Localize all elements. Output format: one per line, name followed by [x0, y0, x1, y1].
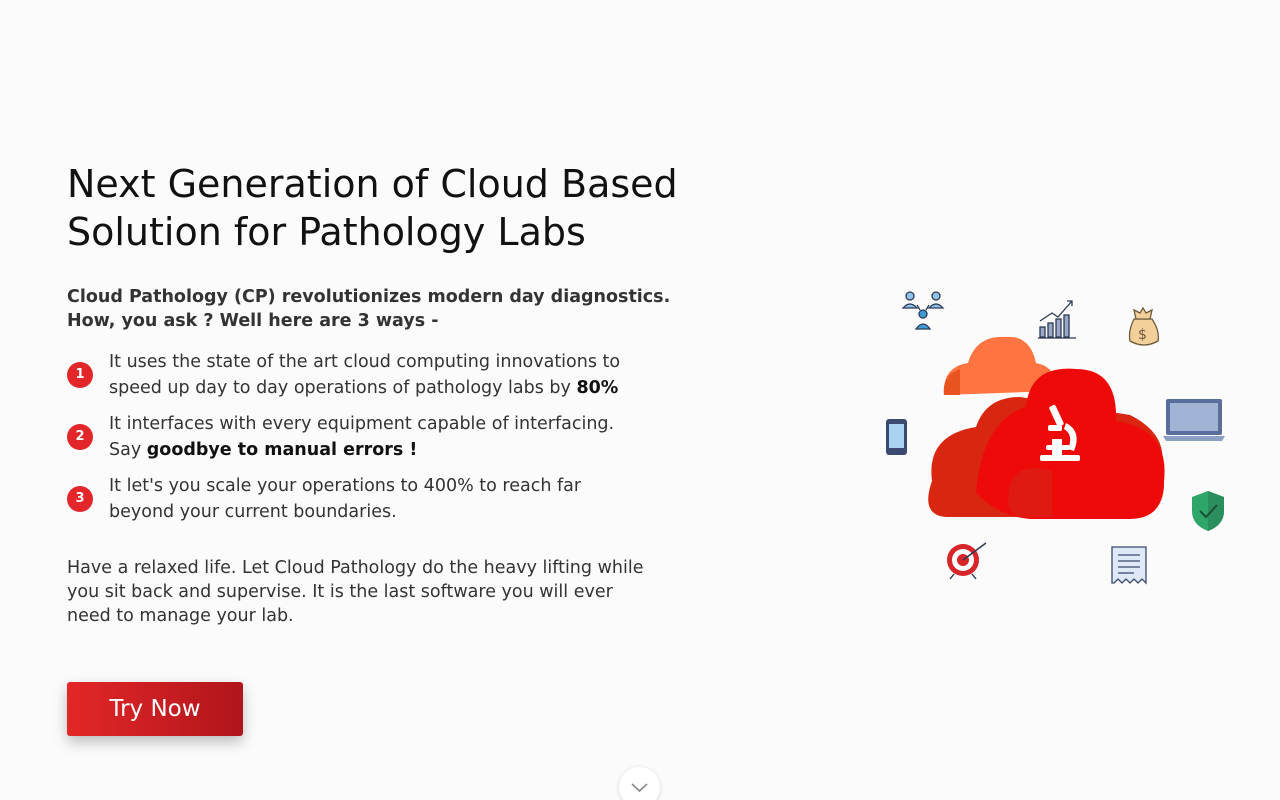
list-item	[67, 349, 667, 411]
cloud-microscope-icon	[928, 337, 1164, 519]
list-item-line: It interfaces with every equipment capable of interfacing.	[109, 414, 615, 434]
list-item-line-text: speed up day to day operations of pathology labs by	[109, 378, 577, 398]
intro-line: Cloud Pathology (CP) revolutionizes modern day diagnostics.	[67, 287, 671, 307]
number-badge: 1	[67, 362, 93, 388]
list-item-text	[109, 473, 667, 525]
svg-text:$: $	[1138, 327, 1147, 343]
list-item-line	[109, 437, 667, 463]
list-item-line-text: Say	[109, 440, 147, 460]
list-item-line: It let's you scale your operations to 400% to reach far	[109, 476, 582, 496]
page-title-line: Next Generation of Cloud Based	[67, 162, 678, 206]
security-shield-icon	[1192, 491, 1224, 531]
list-item-text	[109, 349, 667, 401]
summary-line: need to manage your lab.	[67, 606, 294, 626]
money-bag-icon	[1130, 308, 1159, 345]
try-now-button[interactable]: Try Now	[67, 682, 243, 736]
page-title-line: Solution for Pathology Labs	[67, 210, 586, 254]
page-title	[67, 160, 707, 256]
list-item-line: It uses the state of the art cloud computing innovations to	[109, 352, 621, 372]
list-item-line	[109, 375, 667, 401]
mobile-phone-icon	[886, 419, 907, 455]
laptop-icon	[1163, 399, 1225, 441]
list-item-line-text: beyond your current boundaries.	[109, 502, 397, 522]
summary-line: you sit back and supervise. It is the last software you will ever	[67, 582, 613, 602]
cloud-illustration	[880, 285, 1240, 595]
target-icon	[947, 543, 986, 579]
intro-text	[67, 285, 687, 333]
summary-line: Have a relaxed life. Let Cloud Pathology do the heavy lifting while	[67, 558, 644, 578]
scroll-down-button[interactable]	[619, 767, 660, 800]
receipt-icon	[1112, 547, 1146, 583]
list-item-line	[109, 499, 667, 525]
summary-text	[67, 556, 667, 628]
list-item	[67, 411, 667, 473]
number-badge: 2	[67, 424, 93, 450]
intro-line: How, you ask ? Well here are 3 ways -	[67, 311, 439, 331]
users-network-icon	[903, 292, 943, 329]
list-item-highlight: 80%	[576, 378, 619, 398]
list-item-highlight: goodbye to manual errors !	[146, 440, 418, 460]
benefits-list	[67, 349, 667, 535]
list-item	[67, 473, 667, 535]
chevron-down-icon	[619, 767, 660, 800]
growth-chart-icon	[1038, 301, 1076, 338]
list-item-text	[109, 411, 667, 463]
number-badge: 3	[67, 486, 93, 512]
